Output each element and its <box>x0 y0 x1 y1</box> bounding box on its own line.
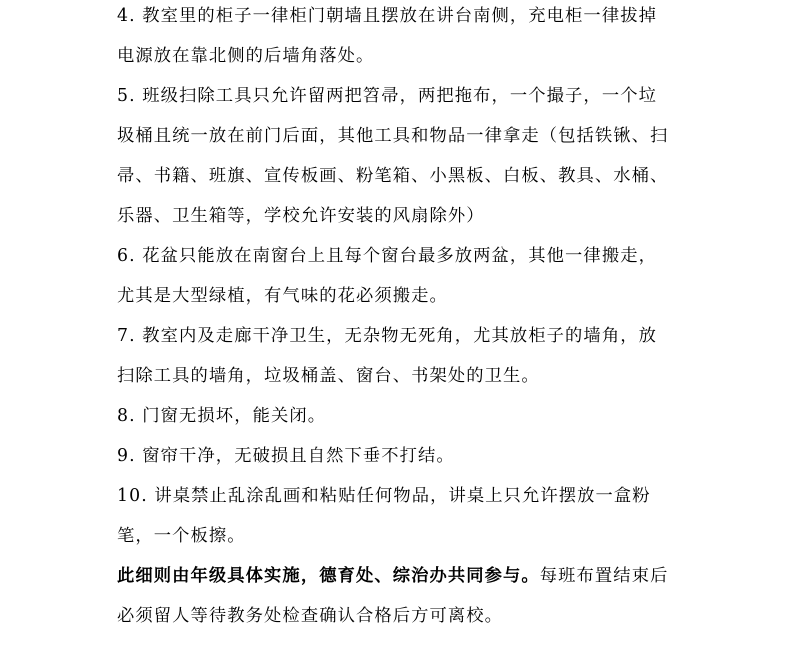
item-5-line-2: 圾桶且统一放在前门后面，其他工具和物品一律拿走（包括铁锹、扫 <box>117 126 669 146</box>
document-page <box>117 0 677 652</box>
item-6-line-2: 尤其是大型绿植，有气味的花必须搬走。 <box>117 286 448 306</box>
item-9-line-1: 9. 窗帘干净，无破损且自然下垂不打结。 <box>117 446 455 466</box>
closing-line-2: 必须留人等待教务处检查确认合格后方可离校。 <box>117 606 504 626</box>
closing-bold-text: 此细则由年级具体实施，德育处、综治办共同参与。 <box>117 566 540 586</box>
item-5-line-3: 帚、书籍、班旗、宣传板画、粉笔箱、小黑板、白板、教具、水桶、 <box>117 166 669 186</box>
item-4-line-2: 电源放在靠北侧的后墙角落处。 <box>117 46 375 66</box>
item-5-line-4: 乐器、卫生箱等，学校允许安装的风扇除外） <box>117 206 485 226</box>
closing-line-1 <box>117 565 668 587</box>
item-10-line-2: 笔，一个板擦。 <box>117 526 246 546</box>
item-7-line-2: 扫除工具的墙角，垃圾桶盖、窗台、书架处的卫生。 <box>117 366 540 386</box>
item-4-line-1: 4. 教室里的柜子一律柜门朝墙且摆放在讲台南侧，充电柜一律拔掉 <box>117 6 657 26</box>
item-8-line-1: 8. 门窗无损坏，能关闭。 <box>117 406 327 426</box>
item-7-line-1: 7. 教室内及走廊干净卫生，无杂物无死角，尤其放柜子的墙角，放 <box>117 326 657 346</box>
closing-text: 每班布置结束后 <box>539 566 669 586</box>
item-5-line-1: 5. 班级扫除工具只允许留两把笤帚，两把拖布，一个撮子，一个垃 <box>117 86 657 106</box>
item-6-line-1: 6. 花盆只能放在南窗台上且每个窗台最多放两盆，其他一律搬走， <box>117 246 657 266</box>
item-10-line-1: 10. 讲桌禁止乱涂乱画和粘贴任何物品，讲桌上只允许摆放一盒粉 <box>117 486 651 506</box>
